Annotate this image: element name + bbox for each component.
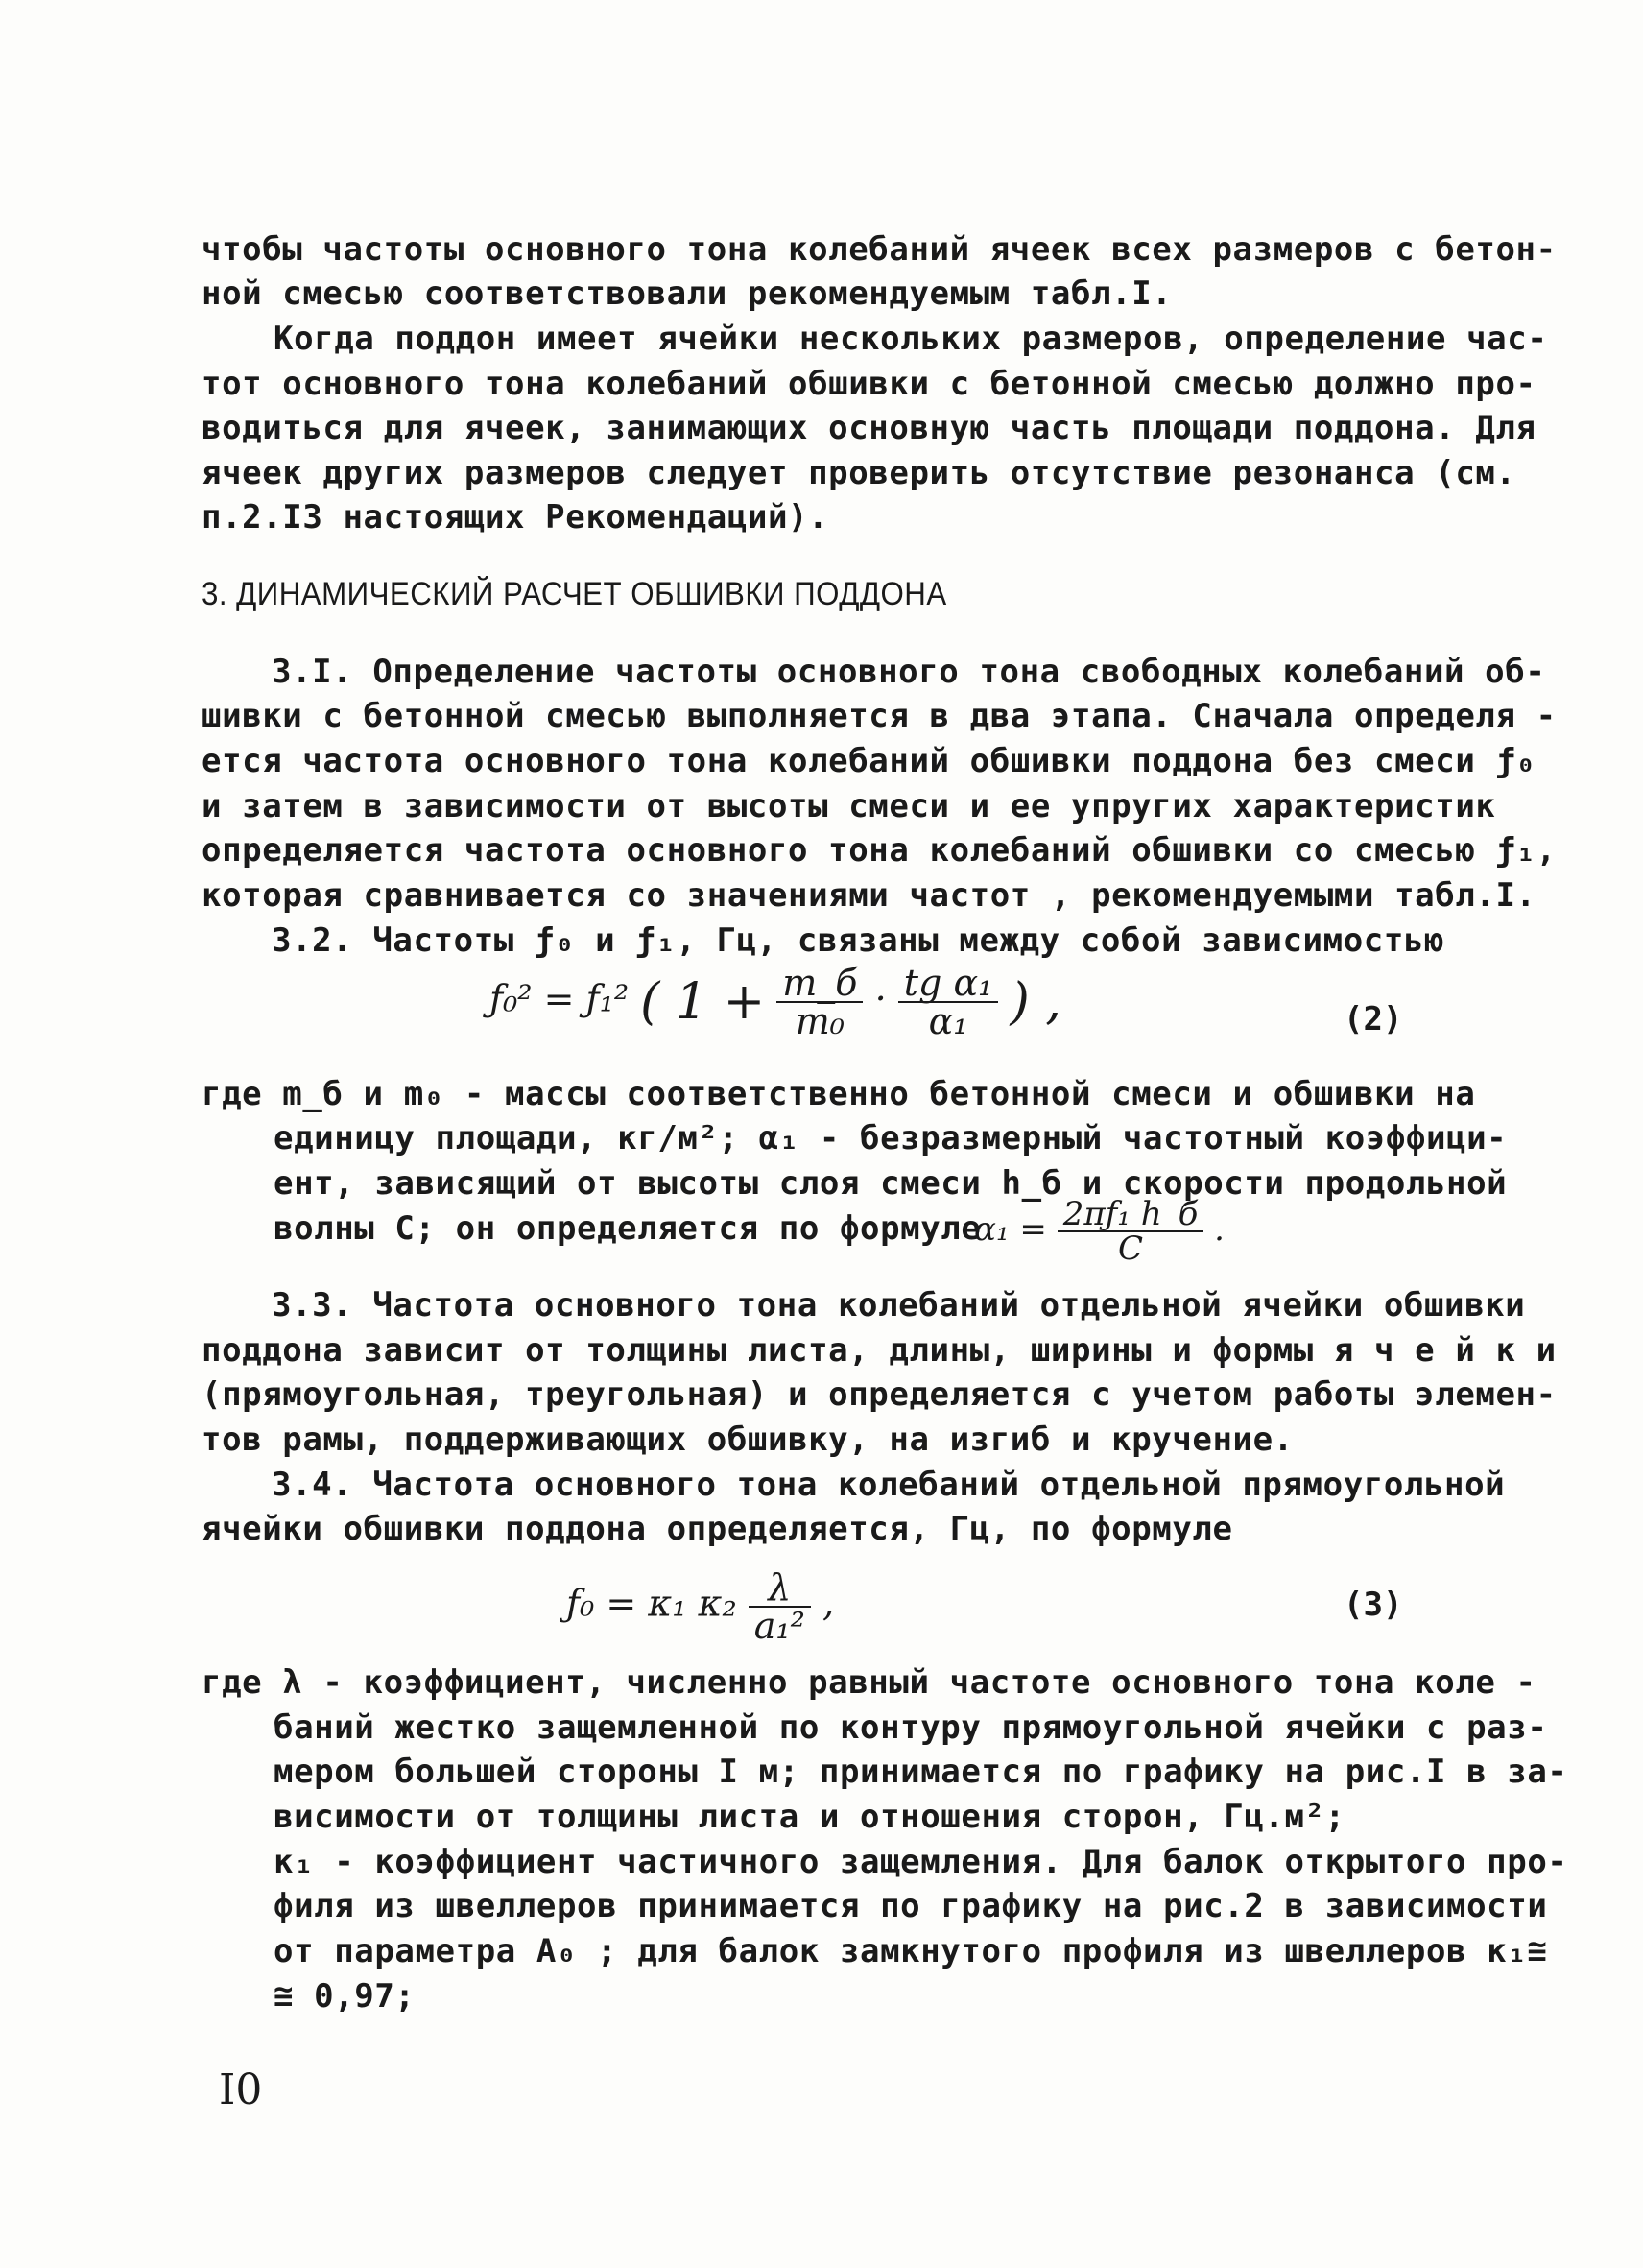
text-line: шивки с бетонной смесью выполняется в два этапа. Сначала определя - [202, 697, 1557, 735]
text-line: Когда поддон имеет ячейки нескольких размеров, определение час- [274, 320, 1548, 358]
text-line: ной смесью соответствовали рекомендуемым табл.I. [202, 275, 1173, 313]
text-line: и затем в зависимости от высоты смеси и ее упругих характеристик [202, 787, 1496, 825]
alpha-den: C [1118, 1229, 1144, 1268]
alpha-fraction [1058, 1195, 1204, 1268]
text-line: тов рамы, поддерживающих обшивку, на изгиб и кручение. [202, 1420, 1294, 1459]
equation-3 [566, 1566, 835, 1647]
text-line: ется частота основного тона колебаний обшивки поддона без смеси ƒ₀ [202, 742, 1536, 780]
text-line: которая сравнивается со значениями частот , рекомендуемыми табл.I. [202, 876, 1536, 915]
page-number: I0 [219, 2065, 263, 2114]
text-line: чтобы частоты основного тона колебаний ячеек всех размеров с бетон- [202, 230, 1557, 269]
eq2-tg-num: tg α₁ [898, 965, 999, 1003]
alpha-end: . [1214, 1210, 1225, 1249]
equation-number: (3) [1344, 1586, 1403, 1624]
text-line: ент, зависящий от высоты слоя смеси h_б и скорости продольной [274, 1164, 1508, 1203]
alpha-lhs: α₁ = [974, 1210, 1047, 1249]
text-line: определяется частота основного тона колебаний обшивки со смесью ƒ₁, [202, 831, 1557, 870]
eq3-den: a₁² [753, 1605, 805, 1647]
alpha-num: 2πƒ₁ h_б [1058, 1198, 1204, 1232]
eq3-fraction [749, 1566, 811, 1647]
text-line: мером большей стороны I м; принимается по графику на рис.I в за- [274, 1753, 1568, 1791]
text-line: 3.I. Определение частоты основного тона свободных колебаний об- [272, 653, 1546, 691]
text-line: висимости от толщины листа и отношения сторон, Гц.м²; [274, 1798, 1345, 1836]
eq2-dot: · [874, 977, 887, 1020]
text-line: 3.2. Частоты ƒ₀ и ƒ₁, Гц, связаны между собой зависимостью [272, 921, 1445, 960]
alpha-formula [974, 1195, 1225, 1268]
eq2-lhs: ƒ₀² = ƒ₁² [489, 977, 630, 1020]
eq3-lhs: ƒ₀ = κ₁ κ₂ [566, 1582, 737, 1625]
equation-number: (2) [1344, 1000, 1403, 1039]
text-line: ≅ 0,97; [274, 1977, 416, 2016]
eq2-tg-fraction [898, 962, 999, 1042]
section-heading: 3. ДИНАМИЧЕСКИЙ РАСЧЕТ ОБШИВКИ ПОДДОНА [202, 576, 947, 612]
text-line: от параметра A₀ ; для балок замкнутого профиля из швеллеров κ₁≅ [274, 1932, 1548, 1970]
text-line: (прямоугольная, треугольная) и определяется с учетом работы элемен- [202, 1375, 1557, 1414]
text-line: поддона зависит от толщины листа, длины, ширины и формы я ч е й к и [202, 1331, 1557, 1370]
eq2-close: ) , [1010, 973, 1061, 1031]
text-line: водиться для ячеек, занимающих основную часть площади поддона. Для [202, 409, 1536, 447]
text-line: ячеек других размеров следует проверить отсутствие резонанса (см. [202, 454, 1516, 492]
text-line: волны С; он определяется по формуле [274, 1209, 982, 1248]
text-line: единицу площади, кг/м²; α₁ - безразмерный частотный коэффици- [274, 1119, 1508, 1158]
text-line: где m_б и m₀ - массы соответственно бетонной смеси и обшивки на [202, 1075, 1476, 1113]
eq2-tg-den: α₁ [928, 1000, 968, 1042]
text-line: баний жестко защемленной по контуру прямоугольной ячейки с раз- [274, 1708, 1548, 1747]
text-line: где λ - коэффициент, численно равный частоте основного тона коле - [202, 1663, 1536, 1702]
eq3-end: , [822, 1582, 835, 1625]
text-line: тот основного тона колебаний обшивки с бетонной смесью должно про- [202, 365, 1536, 403]
eq3-num: λ [749, 1569, 811, 1608]
eq2-open: ( 1 + [640, 973, 766, 1031]
eq2-mass-fraction [776, 962, 863, 1042]
text-line: п.2.I3 настоящих Рекомендаций). [202, 498, 829, 537]
equation-2 [489, 962, 1061, 1042]
text-line: κ₁ - коэффициент частичного защемления. Для балок открытого про- [274, 1843, 1568, 1881]
text-line: филя из швеллеров принимается по графику на рис.2 в зависимости [274, 1887, 1548, 1925]
text-line: ячейки обшивки поддона определяется, Гц, по формуле [202, 1510, 1233, 1548]
eq2-mass-den: m₀ [795, 1000, 845, 1042]
eq2-mass-num: m_б [776, 965, 863, 1003]
text-line: 3.4. Частота основного тона колебаний отдельной прямоугольной [272, 1466, 1506, 1504]
text-line: 3.3. Частота основного тона колебаний отдельной ячейки обшивки [272, 1286, 1526, 1325]
